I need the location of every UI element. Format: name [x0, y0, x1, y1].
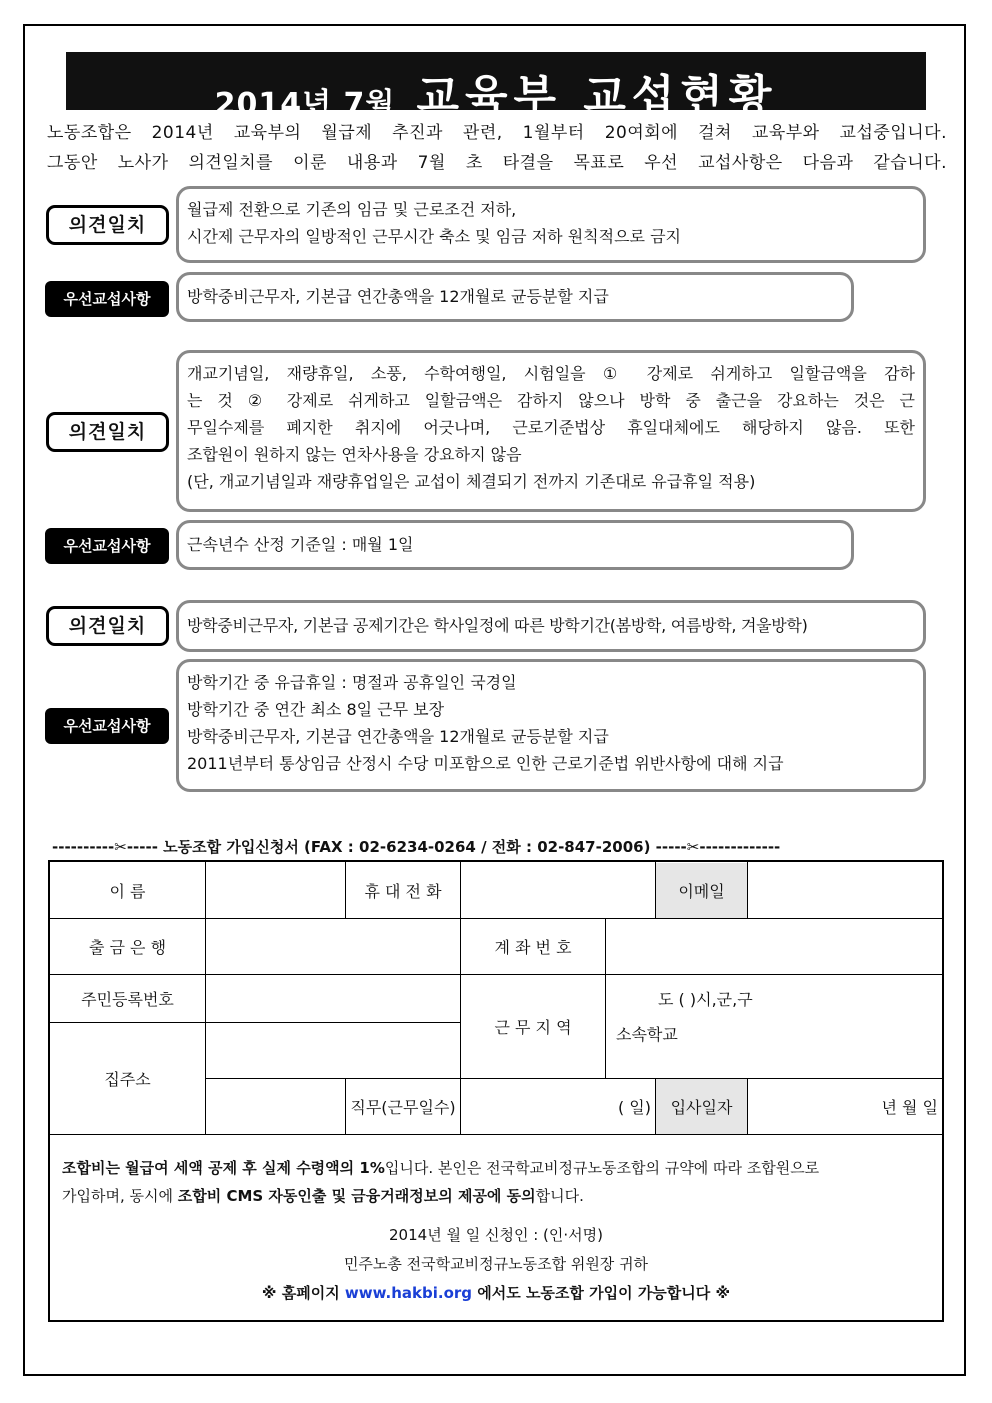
title-year-month: 2014년 7월 [214, 87, 396, 122]
notice-text-3: 합니다. [535, 1187, 584, 1205]
priority-3-line-1: 방학기간 중 유급휴일 : 명절과 공휴일인 국경일 [187, 673, 517, 692]
homepage-link[interactable]: www.hakbi.org [344, 1284, 473, 1302]
province-field[interactable]: 도 ( )시,군,구 [658, 989, 753, 1009]
resident-no-label: 주민등록번호 [81, 989, 174, 1009]
agree-label-2: 의견일치 [46, 412, 169, 452]
email-field[interactable] [748, 862, 942, 918]
email-label: 이메일 [656, 863, 747, 918]
phone-label: 휴 대 전 화 [364, 881, 442, 901]
agree-2-line-5: (단, 개교기념일과 재량휴업일은 교섭이 체결되기 전까지 기존대로 유급휴일 적용) [187, 472, 756, 491]
agree-box-3 [176, 600, 926, 652]
agree-2-line-2: 는 것 ② 강제로 쉬게하고 일할금액은 감하지 않으나 방학 중 출근을 강요하는 것은 근 [187, 391, 915, 410]
agree-label-1: 의견일치 [46, 205, 169, 245]
agree-2-line-1: 개교기념일, 재량휴일, 소풍, 수학여행일, 시험일을 ① 강제로 쉬게하고 일할금액을 감하 [187, 364, 915, 383]
homepage-pre: ※ 홈페이지 [261, 1284, 345, 1302]
name-label: 이 름 [109, 881, 146, 901]
priority-box-1 [176, 272, 854, 322]
title-main: 교육부 교섭현황 [416, 71, 778, 122]
notice-fee: 조합비는 월급여 세액 공제 후 실제 수령액의 1% [62, 1159, 385, 1177]
priority-3-line-2: 방학기간 중 연간 최소 8일 근무 보장 [187, 700, 445, 719]
agree-2-line-3: 무일수제를 폐지한 취지에 어긋나며, 근로기준법상 휴일대체에도 해당하지 않음. 또한 [187, 418, 915, 437]
priority-2-line: 근속년수 산정 기준일 : 매월 1일 [187, 535, 414, 554]
page-title [66, 52, 926, 122]
notice-consent: 조합비 CMS 자동인출 및 금융거래정보의 제공에 동의 [177, 1187, 536, 1205]
agree-label-3: 의견일치 [46, 606, 169, 646]
apply-line: 2014년 월 일 신청인 : (인·서명) [389, 1226, 603, 1244]
priority-3-line-3: 방학중비근무자, 기본급 연간총액을 12개월로 균등분할 지급 [187, 727, 609, 746]
name-field[interactable] [206, 862, 345, 918]
recipient-line: 민주노총 전국학교비정규노동조합 위원장 귀하 [343, 1255, 649, 1273]
join-date-field[interactable]: 년 월 일 [881, 1097, 938, 1117]
resident-no-field[interactable] [206, 974, 460, 1022]
agree-3-line: 방학중비근무자, 기본급 공제기간은 학사일정에 따른 방학기간(봄방학, 여름방학, 겨울방학) [187, 616, 808, 635]
address-field[interactable] [206, 1022, 460, 1078]
work-area-label: 근 무 지 역 [494, 1017, 572, 1037]
join-date-label: 입사일자 [656, 1079, 747, 1134]
homepage-line [50, 1282, 942, 1303]
priority-1-line: 방학중비근무자, 기본급 연간총액을 12개월로 균등분할 지급 [187, 287, 609, 306]
priority-3-line-4: 2011년부터 통상임금 산정시 수당 미포함으로 인한 근로기준법 위반사항에 대해 지급 [187, 754, 784, 773]
phone-field[interactable] [461, 862, 655, 918]
account-label: 계 좌 번 호 [494, 937, 572, 957]
bank-field[interactable] [206, 918, 460, 974]
application-form [48, 860, 944, 1322]
job-label: 직무(근무일수) [350, 1097, 456, 1117]
days-field[interactable]: ( 일) [617, 1097, 651, 1117]
priority-label-2: 우선교섭사항 [45, 528, 169, 564]
account-field[interactable] [606, 918, 942, 974]
priority-box-2 [176, 520, 854, 570]
agree-box-1 [176, 186, 926, 263]
agree-box-2 [176, 350, 926, 512]
school-field[interactable]: 소속학교 [616, 1025, 678, 1044]
priority-box-3 [176, 659, 926, 792]
intro-line-2: 그동안 노사가 의견일치를 이룬 내용과 7월 초 타결을 목표로 우선 교섭사항은 다음과 같습니다. [47, 153, 947, 173]
agree-1-line-1: 월급제 전환으로 기존의 임금 및 근로조건 저하, [187, 200, 517, 219]
address-extra-field[interactable] [206, 1078, 345, 1134]
priority-label-3: 우선교섭사항 [45, 708, 169, 744]
agree-1-line-2: 시간제 근무자의 일방적인 근무시간 축소 및 임금 저하 원칙적으로 금지 [187, 227, 681, 246]
bank-label: 출 금 은 행 [88, 937, 167, 957]
notice-text-2: 가입하며, 동시에 [62, 1187, 178, 1205]
form-cut-line: ----------✂----- 노동조합 가입신청서 (FAX : 02-6234-0264 / 전화 : 02-847-2006) -----✂------------- [52, 838, 781, 856]
priority-label-1: 우선교섭사항 [45, 281, 169, 317]
notice-text-1: 입니다. 본인은 전국학교비정규노동조합의 규약에 따라 조합원으로 [384, 1159, 820, 1177]
intro-text [47, 118, 947, 178]
homepage-post: 에서도 노동조합 가입이 가능합니다 ※ [472, 1284, 731, 1302]
intro-line-1: 노동조합은 2014년 교육부의 월급제 추진과 관련, 1월부터 20여회에 걸쳐 교육부와 교섭중입니다. [47, 123, 947, 143]
agree-2-line-4: 조합원이 원하지 않는 연차사용을 강요하지 않음 [187, 445, 522, 464]
membership-notice [62, 1154, 932, 1210]
address-label: 집주소 [104, 1069, 151, 1089]
